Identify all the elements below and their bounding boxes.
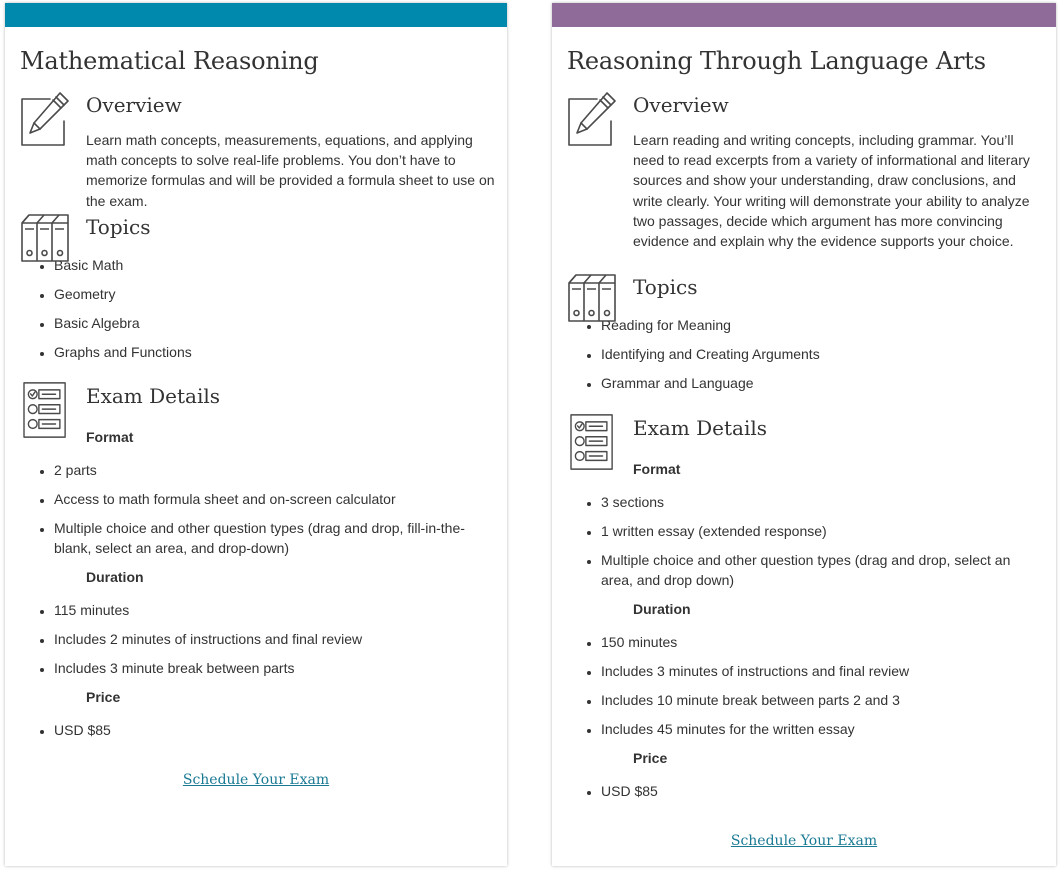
rla-duration-label: Duration — [633, 601, 691, 617]
duration-item: • Includes 3 minute break between parts — [54, 658, 495, 678]
rla-format-label: Format — [633, 461, 681, 477]
topic-item: • Geometry — [54, 284, 495, 304]
duration-item: • 115 minutes — [54, 600, 495, 620]
math-price-list — [20, 720, 495, 740]
rla-topics-list — [567, 315, 1044, 393]
binders-icon — [567, 273, 617, 329]
rla-overview-section — [567, 91, 1044, 251]
math-topics-section — [20, 213, 495, 371]
pencil-document-icon — [20, 91, 70, 147]
checklist-icon — [567, 414, 617, 478]
price-item: • USD $85 — [54, 720, 495, 740]
duration-item: • 150 minutes — [601, 632, 1044, 652]
duration-item: • Includes 3 minutes of instructions and final review — [601, 661, 1044, 681]
duration-item: • Includes 45 minutes for the written essay — [601, 719, 1044, 739]
rla-price-list — [567, 781, 1044, 801]
format-item: • 3 sections — [601, 492, 1044, 512]
format-item: • Access to math formula sheet and on-screen calculator — [54, 489, 495, 509]
topic-item: • Identifying and Creating Arguments — [601, 344, 1044, 364]
rla-card — [552, 3, 1056, 866]
rla-price-label: Price — [633, 750, 668, 766]
math-exam-details-heading: Exam Details — [86, 384, 221, 408]
format-item: • Multiple choice and other question types (drag and drop, fill-in-the-blank, select an area, and drop-down) — [54, 518, 495, 558]
rla-format-list — [567, 492, 1044, 590]
price-item: • USD $85 — [601, 781, 1044, 801]
math-overview-text: Learn math concepts, measurements, equations, and applying math concepts to solve real-life problems. You don’t have to memorize formulas and will be provided a formula sheet to use on the exam. — [86, 132, 495, 209]
rla-topics-heading: Topics — [633, 275, 698, 299]
duration-item: • Includes 2 minutes of instructions and final review — [54, 629, 495, 649]
math-overview-heading: Overview — [86, 93, 182, 117]
math-topics-heading: Topics — [86, 215, 151, 239]
format-item: • Multiple choice and other question types (drag and drop, select an area, and drop down) — [601, 550, 1044, 590]
math-topics-list — [20, 255, 495, 362]
topic-item: • Basic Math — [54, 255, 495, 275]
rla-duration-list — [567, 632, 1044, 739]
rla-schedule-exam-link[interactable]: Schedule Your Exam — [730, 833, 878, 849]
math-format-label: Format — [86, 429, 134, 445]
format-item: • 2 parts — [54, 460, 495, 480]
format-item: • 1 written essay (extended response) — [601, 521, 1044, 541]
math-duration-label: Duration — [86, 569, 144, 585]
math-format-list — [20, 460, 495, 558]
math-schedule-exam-link[interactable]: Schedule Your Exam — [182, 772, 330, 788]
rla-overview-text: Learn reading and writing concepts, including grammar. You’ll need to read excerpts from a variety of informational and literary sources and show your understanding, draw conclusions, and write clearly. Your writing will demonstrate your ability to analyze two passages, decide which argument has more convincing evidence and explain why the evidence supports your choice. — [633, 132, 1030, 250]
duration-item: • Includes 10 minute break between parts 2 and 3 — [601, 690, 1044, 710]
binders-icon — [20, 213, 70, 269]
topic-item: • Reading for Meaning — [601, 315, 1044, 335]
rla-overview-heading: Overview — [633, 93, 729, 117]
math-accent-bar — [5, 3, 507, 27]
math-card — [5, 3, 507, 866]
rla-accent-bar — [552, 3, 1056, 27]
rla-topics-section — [567, 273, 1044, 402]
math-price-label: Price — [86, 689, 121, 705]
rla-exam-details-heading: Exam Details — [633, 416, 768, 440]
rla-card-title: Reasoning Through Language Arts — [567, 47, 986, 75]
math-overview-section — [20, 91, 495, 211]
rla-exam-details-section — [567, 414, 1044, 810]
topic-item: • Graphs and Functions — [54, 342, 495, 362]
topic-item: • Grammar and Language — [601, 373, 1044, 393]
math-duration-list — [20, 600, 495, 678]
checklist-icon — [20, 382, 70, 446]
topic-item: • Basic Algebra — [54, 313, 495, 333]
pencil-document-icon — [567, 91, 617, 147]
math-card-title: Mathematical Reasoning — [20, 47, 319, 75]
math-exam-details-section — [20, 382, 495, 749]
